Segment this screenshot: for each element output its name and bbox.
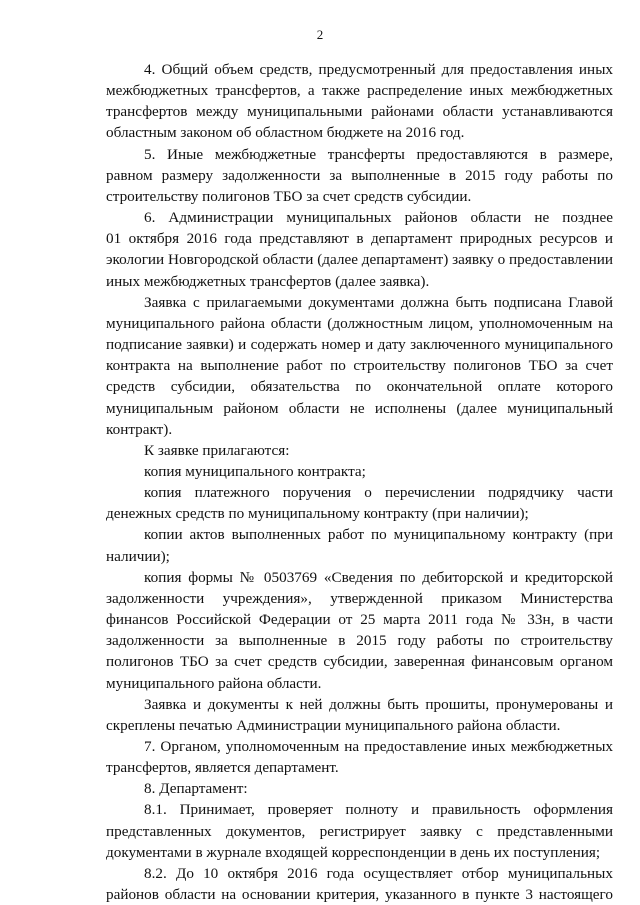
text-line: 01 октября 2016 года представляют в департамент природных ресурсов и	[106, 230, 613, 248]
text-line: копии актов выполненных работ по муниципальному контракту (при	[144, 526, 613, 544]
text-line: равном размеру задолженности за выполненные в 2015 году работы по	[106, 166, 613, 184]
text-line: 5. Иные межбюджетные трансферты предоставляются в размере,	[144, 145, 613, 163]
paragraph-8-department	[106, 778, 613, 799]
text-line: средств субсидии, обязательства по окончательной оплате которого	[106, 378, 613, 396]
text-line: районов области на основании критерия, указанного в пункте 3 настоящего	[106, 886, 613, 904]
text-line: межбюджетных трансфертов, а также распределение иных межбюджетных	[106, 82, 613, 100]
text-line: 7. Органом, уполномоченным на предоставление иных межбюджетных	[144, 738, 613, 755]
paragraph-attachments-intro	[106, 440, 613, 461]
paragraph-binding-requirements	[106, 694, 613, 736]
text-line: финансов Российской Федерации от 25 марта 2011 года № 33н, в части	[106, 611, 613, 629]
text-line: задолженности за выполненные в 2015 году работы по строительству	[106, 632, 613, 650]
text-line: областным законом об областном бюджете на 2016 год.	[106, 124, 465, 142]
text-line: К заявке прилагаются:	[144, 441, 290, 459]
text-line: контракт).	[106, 420, 173, 438]
paragraph-8-1-accepts	[106, 799, 613, 862]
list-item-form-copy	[106, 567, 613, 694]
text-line: представленных документов, регистрирует заявку с представленными	[106, 822, 613, 840]
text-line: копия формы № 0503769 «Сведения по дебиторской и кредиторской	[144, 568, 613, 586]
text-line: 8.2. До 10 октября 2016 года осуществляет отбор муниципальных	[144, 864, 613, 882]
text-line: 6. Администрации муниципальных районов области не позднее	[144, 209, 613, 227]
list-item-work-acts	[106, 524, 613, 566]
text-line: наличии);	[106, 547, 170, 565]
text-line: 8. Департамент:	[144, 780, 248, 798]
list-item-payment-order	[106, 482, 613, 524]
text-line: муниципального района области (должностным лицом, уполномоченным на	[106, 314, 613, 332]
text-line: задолженности учреждения», утвержденной приказом Министерства	[106, 589, 613, 607]
paragraph-8-2-selection	[106, 863, 613, 905]
text-line: 8.1. Принимает, проверяет полноту и правильность оформления	[144, 801, 613, 819]
list-item-contract-copy	[106, 461, 613, 482]
text-line: денежных средств по муниципальному контракту (при наличии);	[106, 505, 529, 523]
text-line: Заявка с прилагаемыми документами должна быть подписана Главой	[144, 293, 613, 311]
text-line: копия муниципального контракта;	[144, 462, 366, 480]
text-line: иных межбюджетных трансфертов (далее заявка).	[106, 272, 430, 290]
text-line: скреплены печатью Администрации муниципального района области.	[106, 716, 561, 734]
paragraph-4-total-funds	[106, 59, 613, 144]
text-line: трансфертов между муниципальными районами области устанавливаются	[106, 103, 613, 121]
text-line: подписание заявки) и содержать номер и дату заключенного муниципального	[106, 336, 613, 354]
text-line: полигонов ТБО за счет средств субсидии, заверенная финансовым органом	[106, 653, 613, 671]
text-line: муниципального района области.	[106, 674, 322, 692]
text-line: копия платежного поручения о перечислении подрядчику части	[144, 484, 613, 502]
text-line: Заявка и документы к ней должны быть прошиты, пронумерованы и	[144, 695, 613, 713]
text-line: 4. Общий объем средств, предусмотренный для предоставления иных	[144, 61, 613, 78]
paragraph-7-authorized-body	[106, 736, 613, 778]
text-line: контракта на выполнение работ по строительству полигонов ТБО за счет	[106, 357, 613, 375]
text-line: строительству полигонов ТБО за счет средств субсидии.	[106, 187, 472, 205]
paragraph-5-transfer-amount	[106, 144, 613, 207]
document-body	[106, 59, 613, 905]
page-number: 2	[316, 27, 324, 42]
paragraph-application-signature	[106, 292, 613, 440]
text-line: муниципальным районом области не исполнены (далее муниципальный	[106, 399, 613, 417]
text-line: экологии Новгородской области (далее департамент) заявку о предоставлении	[106, 251, 613, 269]
text-line: трансфертов, является департамент.	[106, 759, 339, 777]
paragraph-6-application-deadline	[106, 207, 613, 292]
text-line: документами в журнале входящей корреспонденции в день их поступления;	[106, 843, 601, 861]
